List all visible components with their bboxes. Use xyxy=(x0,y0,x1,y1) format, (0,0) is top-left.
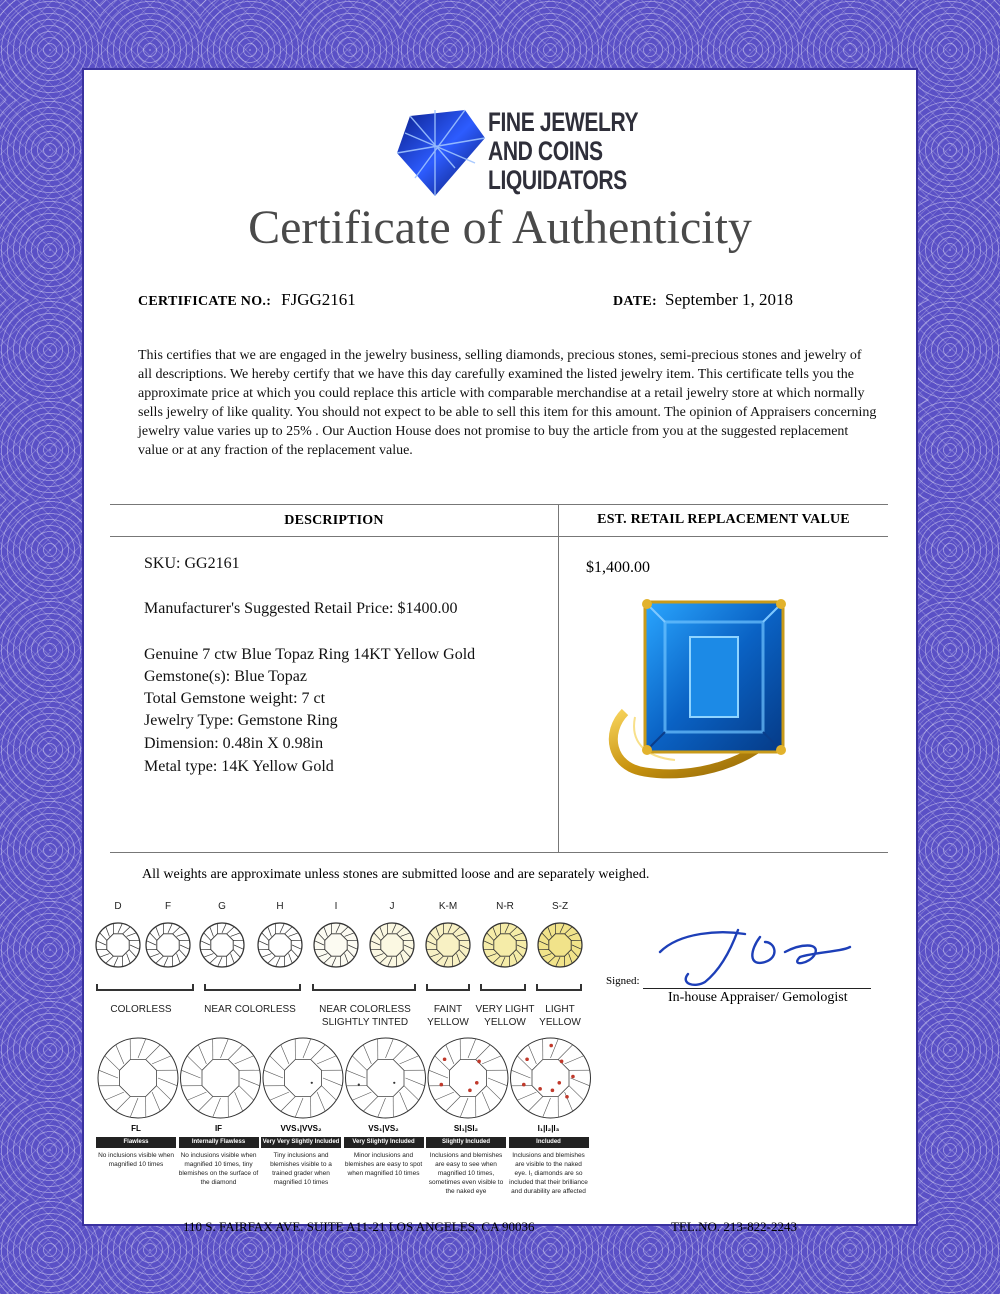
color-diamond-icon xyxy=(146,923,190,967)
clarity-name: Flawless xyxy=(96,1137,176,1148)
table-column-divider xyxy=(558,504,559,852)
clarity-diamond-icon xyxy=(263,1038,343,1118)
clarity-code: SI₁|SI₂ xyxy=(453,1124,479,1133)
color-diamond-icon xyxy=(370,923,414,967)
gem-logo-icon xyxy=(395,108,487,198)
color-diamond-icon xyxy=(483,923,527,967)
color-category: NEAR COLORLESS SLIGHTLY TINTED xyxy=(319,1004,411,1028)
brand-line-2: AND COINS xyxy=(488,136,603,166)
color-category: LIGHT YELLOW xyxy=(539,1004,581,1028)
color-diamond-icon xyxy=(426,923,470,967)
detail-line: Gemstone(s): Blue Topaz xyxy=(144,668,307,685)
clarity-desc: Tiny inclusions and blemishes visible to a trained grader when magnified 10 times xyxy=(270,1152,332,1186)
clarity-diamond-icon xyxy=(98,1038,178,1118)
color-grade-letter: S-Z xyxy=(551,901,569,912)
clarity-desc: Minor inclusions and blemishes are easy to spot when magnified 10 times xyxy=(344,1152,423,1177)
description-header: DESCRIPTION xyxy=(284,513,384,528)
color-scale-diamonds xyxy=(90,915,600,975)
certification-statement: This certifies that we are engaged in the jewelry business, selling diamonds, precious stones, semi-precious stones and jewelry of all descriptions. We hereby certify that we have this day carefully examined the listed jewelry item. This certificate tells you the approximate price at which you could replace this article with comparable merchandise at a retail jewelry store at which normally sells jewelry of like quality. You should not expect to be able to sell this item for this amount. The opinion of Appraisers concerning jewelry value varies up to 25% . Our Auction House does not promise to buy the article from you at the suggested replacement value or at any fraction of the replacement value. xyxy=(138,348,877,458)
color-grade-letter: F xyxy=(164,901,172,912)
date-value: September 1, 2018 xyxy=(665,290,793,309)
weights-note: All weights are approximate unless stones are submitted loose and are separately weighed. xyxy=(142,867,650,882)
clarity-diamond-icon xyxy=(181,1038,261,1118)
brand-line-3: LIQUIDATORS xyxy=(488,165,627,195)
certificate-number-value: FJGG2161 xyxy=(281,290,356,309)
appraiser-role: In-house Appraiser/ Gemologist xyxy=(668,990,848,1005)
table-top-border xyxy=(110,504,888,505)
clarity-diamond-icon xyxy=(428,1038,508,1118)
clarity-name: Very Very Slightly Included xyxy=(261,1137,341,1148)
sku: SKU: GG2161 xyxy=(144,555,240,572)
color-category: COLORLESS xyxy=(110,1004,172,1015)
clarity-desc: No inclusions visible when magnified 10 times, tiny blemishes on the surface of the diamond xyxy=(178,1152,259,1186)
color-grade-letter: G xyxy=(218,901,226,912)
color-grade-letter: I xyxy=(334,901,338,912)
signed-label: Signed: xyxy=(606,975,640,987)
certificate-date xyxy=(613,290,793,310)
value-header: EST. RETAIL REPLACEMENT VALUE xyxy=(597,512,850,527)
clarity-code: IF xyxy=(214,1124,223,1133)
msrp: Manufacturer's Suggested Retail Price: $1400.00 xyxy=(144,600,458,617)
retail-value: $1,400.00 xyxy=(586,559,650,576)
color-diamond-icon xyxy=(96,923,140,967)
clarity-code: VS₁|VS₂ xyxy=(368,1124,399,1133)
clarity-desc: No inclusions visible when magnified 10 times xyxy=(98,1152,174,1168)
color-grade-letter: H xyxy=(276,901,284,912)
color-category: NEAR COLORLESS xyxy=(204,1004,296,1015)
color-diamond-icon xyxy=(258,923,302,967)
signature-icon xyxy=(650,912,870,987)
footer-address: 110 S. FAIRFAX AVE. SUITE A11-21 LOS ANGELES, CA 90036 xyxy=(183,1219,535,1234)
table-header-border xyxy=(110,536,888,537)
detail-line: Genuine 7 ctw Blue Topaz Ring 14KT Yellow Gold xyxy=(144,646,476,663)
page-title: Certificate of Authenticity xyxy=(248,201,752,254)
clarity-desc: Inclusions and blemishes are easy to see when magnified 10 times, sometimes even visible to the naked eye xyxy=(428,1152,504,1195)
clarity-desc: Inclusions and blemishes are visible to the naked eye. I₁ diamonds are so included that their brilliance and durability are affected xyxy=(509,1152,588,1195)
clarity-name: Included xyxy=(509,1137,589,1148)
color-grade-letter: K-M xyxy=(438,901,458,912)
detail-line: Total Gemstone weight: 7 ct xyxy=(144,690,326,707)
clarity-name: Very Slightly Included xyxy=(344,1137,424,1148)
detail-line: Metal type: 14K Yellow Gold xyxy=(144,758,334,775)
color-scale-brackets xyxy=(95,982,595,994)
ring-image xyxy=(605,592,805,787)
clarity-diamond-icon xyxy=(511,1038,591,1118)
signature-line xyxy=(643,988,871,989)
clarity-diamond-icon xyxy=(346,1038,426,1118)
clarity-code: I₁|I₂|I₃ xyxy=(537,1124,560,1133)
color-grade-letter: J xyxy=(389,901,395,912)
detail-line: Jewelry Type: Gemstone Ring xyxy=(144,712,338,729)
color-diamond-icon xyxy=(538,923,582,967)
certificate-number-label: CERTIFICATE NO.: xyxy=(138,294,272,309)
footer-phone: TEL.NO. 213-822-2243 xyxy=(671,1219,798,1234)
detail-line: Dimension: 0.48in X 0.98in xyxy=(144,735,324,752)
brand-name xyxy=(488,108,638,195)
color-diamond-icon xyxy=(314,923,358,967)
clarity-code: FL xyxy=(131,1124,141,1133)
date-label: DATE: xyxy=(613,294,658,309)
certificate-number xyxy=(138,290,356,310)
clarity-scale-diamonds xyxy=(96,1034,596,1122)
clarity-code: VVS₁|VVS₂ xyxy=(280,1124,322,1133)
color-diamond-icon xyxy=(200,923,244,967)
brand-line-1: FINE JEWELRY xyxy=(488,107,639,137)
color-grade-letter: N-R xyxy=(496,901,514,912)
color-category: FAINT YELLOW xyxy=(427,1004,469,1028)
table-bottom-border xyxy=(110,852,888,853)
clarity-name: Internally Flawless xyxy=(179,1137,259,1148)
clarity-name: Slightly Included xyxy=(426,1137,506,1148)
color-category: VERY LIGHT YELLOW xyxy=(475,1004,535,1028)
color-grade-letter: D xyxy=(114,901,122,912)
